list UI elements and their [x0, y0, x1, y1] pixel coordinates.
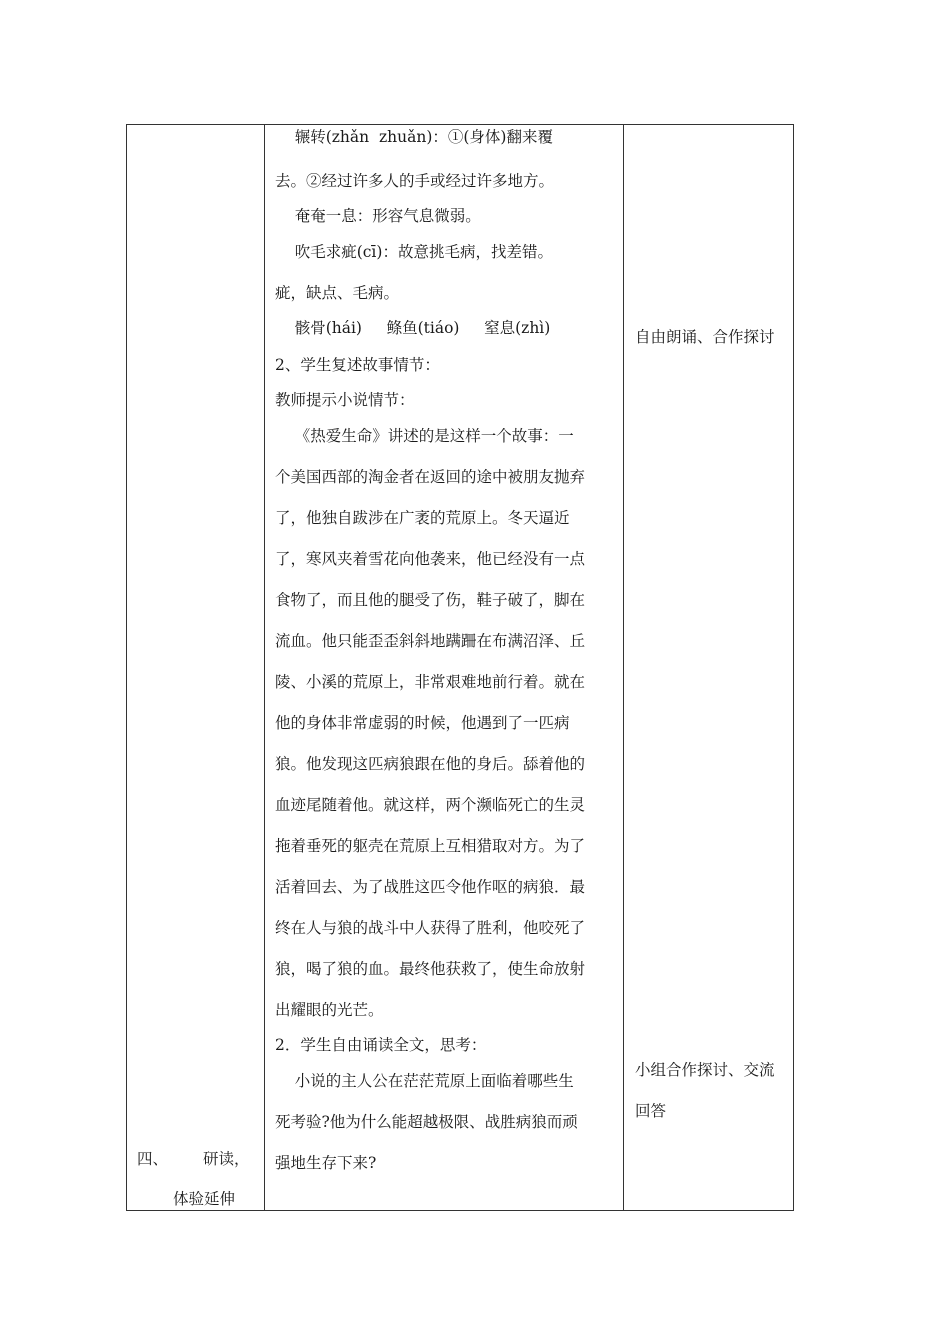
text-line: 小说的主人公在茫茫荒原上面临着哪些生	[275, 1072, 574, 1090]
text-line: 奄奄一息：形容气息微弱。	[275, 207, 481, 225]
activity-note: 回答	[635, 1102, 667, 1120]
text-line: 骸骨(hái) 鲦鱼(tiáo) 窒息(zhì)	[275, 319, 551, 337]
text-line: 《热爱生命》讲述的是这样一个故事：一	[275, 427, 574, 445]
text-line: 个美国西部的淘金者在返回的途中被朋友抛弃	[275, 468, 586, 486]
text-line: 活着回去、为了战胜这匹令他作呕的病狼．最	[275, 878, 586, 896]
text-line: 陵、小溪的荒原上，非常艰难地前行着。就在	[275, 673, 586, 691]
text-line: 他的身体非常虚弱的时候，他遇到了一匹病	[275, 714, 570, 732]
text-line: 拖着垂死的躯壳在荒原上互相猎取对方。为了	[275, 837, 586, 855]
text-line: 吹毛求疵(cī)：故意挑毛病，找差错。	[275, 243, 553, 261]
text-line: 终在人与狼的战斗中人获得了胜利，他咬死了	[275, 919, 586, 937]
column-divider-right	[623, 125, 624, 1210]
activity-note: 小组合作探讨、交流	[635, 1061, 775, 1079]
text-line: 辗转(zhǎn zhuǎn)：①(身体)翻来覆	[275, 128, 553, 146]
text-line: 了，寒风夹着雪花向他袭来，他已经没有一点	[275, 550, 586, 568]
section-title-part1: 研读，	[203, 1150, 250, 1168]
column-divider-left	[264, 125, 265, 1210]
text-line: 教师提示小说情节：	[275, 391, 415, 409]
text-line: 流血。他只能歪歪斜斜地蹒跚在布满沼泽、丘	[275, 632, 586, 650]
text-line: 2、学生复述故事情节：	[275, 356, 440, 374]
text-line: 出耀眼的光芒。	[275, 1001, 384, 1019]
section-number: 四、	[137, 1150, 169, 1168]
text-line: 强地生存下来?	[275, 1154, 377, 1172]
text-line: 血迹尾随着他。就这样，两个濒临死亡的生灵	[275, 796, 586, 814]
text-line: 狼，喝了狼的血。最终他获救了，使生命放射	[275, 960, 586, 978]
text-line: 食物了，而且他的腿受了伤，鞋子破了，脚在	[275, 591, 586, 609]
lesson-plan-table	[126, 124, 794, 1211]
text-line: 死考验?他为什么能超越极限、战胜病狼而顽	[275, 1113, 578, 1131]
activity-note: 自由朗诵、合作探讨	[635, 328, 775, 346]
text-line: 狼。他发现这匹病狼跟在他的身后。舔着他的	[275, 755, 586, 773]
text-line: 去。②经过许多人的手或经过许多地方。	[275, 172, 555, 190]
section-title-part2: 体验延伸	[173, 1190, 236, 1208]
text-line: 了，他独自跋涉在广袤的荒原上。冬天逼近	[275, 509, 570, 527]
text-line: 疵，缺点、毛病。	[275, 284, 400, 302]
text-line: 2．学生自由诵读全文，思考：	[275, 1036, 487, 1054]
